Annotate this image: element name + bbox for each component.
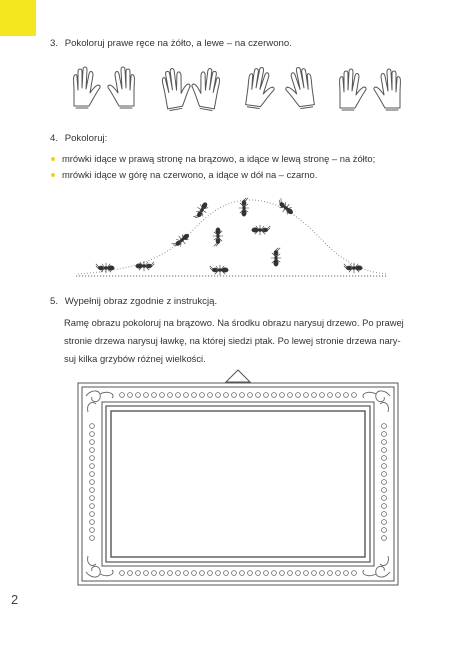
hand-icon (374, 69, 401, 110)
task-3-instruction: Pokoloruj prawe ręce na żółto, a lewe – na czerwono. (64, 38, 292, 49)
frame-bead (382, 424, 387, 429)
frame-bead (336, 393, 341, 398)
frame-bead (240, 571, 245, 576)
frame-bead (90, 424, 95, 429)
task-4-instruction: Pokoloruj: (64, 133, 108, 144)
ant-icon (252, 225, 270, 235)
frame-bead (224, 571, 229, 576)
frame-bead (90, 440, 95, 445)
frame-bead (208, 393, 213, 398)
frame-bead (160, 393, 165, 398)
task-4-heading (50, 133, 107, 144)
frame-bead (136, 571, 141, 576)
frame-bead (152, 571, 157, 576)
frame-bead (90, 512, 95, 517)
task-3-heading (50, 38, 292, 49)
frame-bead (352, 571, 357, 576)
frame-bead (184, 571, 189, 576)
frame-bead (382, 440, 387, 445)
ant-icon (193, 200, 211, 221)
frame-bead (280, 393, 285, 398)
frame-bead (128, 393, 133, 398)
frame-bead (264, 571, 269, 576)
frame-bead (382, 528, 387, 533)
task-5-paragraph (64, 314, 424, 368)
ant-icon (344, 263, 362, 273)
task-4-bullet-1 (51, 153, 375, 164)
task-5-line: stronie drzewa narysuj ławkę, na której siedzi ptak. Po lewej stronie drzewa nary- (64, 335, 401, 346)
frame-bead (200, 571, 205, 576)
frame-bead (382, 432, 387, 437)
frame-bead (304, 571, 309, 576)
frame-bead (144, 393, 149, 398)
hand-icon (74, 67, 101, 108)
ant-icon (171, 231, 191, 250)
task-3-number: 3. (50, 38, 59, 49)
ant-icon (271, 248, 281, 266)
frame-bead (120, 571, 125, 576)
hand-icon (160, 66, 193, 111)
task-5-number: 5. (50, 296, 59, 307)
frame-bead (312, 571, 317, 576)
frame-bead (152, 393, 157, 398)
task-5-instruction: Wypełnij obraz zgodnie z instrukcją. (64, 296, 218, 307)
frame-bead (176, 393, 181, 398)
frame-bead (312, 393, 317, 398)
frame-bead (90, 496, 95, 501)
frame-bead (216, 571, 221, 576)
frame-bead (184, 393, 189, 398)
frame-bead (296, 393, 301, 398)
task-4-bullet-2-text: mrówki idące w górę na czerwono, a idące w dół na – czarno. (62, 169, 318, 180)
frame-bead (168, 393, 173, 398)
frame-bead (90, 536, 95, 541)
frame-bead (272, 393, 277, 398)
frame-bead (382, 472, 387, 477)
frame-bead (240, 393, 245, 398)
frame-bead (264, 393, 269, 398)
frame-bead (382, 512, 387, 517)
frame-bead (382, 448, 387, 453)
frame-bead (200, 393, 205, 398)
task-4-bullet-1-text: mrówki idące w prawą stronę na brązowo, a idące w lewą stronę – na żółto; (62, 153, 376, 164)
frame-bead (208, 571, 213, 576)
frame-bead (288, 571, 293, 576)
frame-bead (256, 571, 261, 576)
frame-bead (90, 504, 95, 509)
frame-bead (232, 393, 237, 398)
picture-frame (76, 364, 400, 592)
frame-bead (328, 393, 333, 398)
ant-icon (136, 261, 154, 271)
frame-bead (382, 520, 387, 525)
hand-icon (188, 66, 221, 111)
frame-bead (328, 571, 333, 576)
frame-bead (304, 393, 309, 398)
frame-bead (90, 464, 95, 469)
frame-bead (90, 488, 95, 493)
frame-bead (216, 393, 221, 398)
frame-bead (296, 571, 301, 576)
frame-bead (382, 504, 387, 509)
frame-bead (336, 571, 341, 576)
task-5-line: Ramę obrazu pokoloruj na brązowo. Na środku obrazu narysuj drzewo. Po prawej (64, 317, 404, 328)
ant-icon (96, 263, 114, 273)
frame-bead (344, 393, 349, 398)
frame-bead (90, 456, 95, 461)
frame-ornaments (86, 391, 390, 577)
frame-bead (120, 393, 125, 398)
frame-bead (272, 571, 277, 576)
frame-bead (382, 496, 387, 501)
task-4-number: 4. (50, 133, 59, 144)
hand-icon (108, 67, 135, 108)
frame-bead (280, 571, 285, 576)
frame-bead (168, 571, 173, 576)
frame-bead (248, 393, 253, 398)
frame-bead (192, 393, 197, 398)
frame-bead (160, 571, 165, 576)
task-5-heading (50, 296, 217, 307)
frame-bead (382, 488, 387, 493)
frame-bead (136, 393, 141, 398)
frame-bead (382, 480, 387, 485)
ant-icon (275, 198, 295, 217)
hand-icon (340, 69, 367, 110)
frame-bead (256, 393, 261, 398)
frame-bead (382, 456, 387, 461)
frame-bead (128, 571, 133, 576)
frame-bead (288, 393, 293, 398)
hands-illustration (62, 58, 414, 124)
frame-bead (382, 464, 387, 469)
hanger-icon (226, 370, 250, 382)
task-4-bullet-2 (51, 169, 317, 180)
frame-bead (232, 571, 237, 576)
frame-bead (224, 393, 229, 398)
frame-bead (248, 571, 253, 576)
ant-icon (210, 265, 228, 275)
bullet-dot-icon (51, 173, 55, 177)
frame-bead (320, 393, 325, 398)
hand-icon (245, 66, 277, 110)
task-5-line: suj kilka grzybów różnej wielkości. (64, 353, 206, 364)
yellow-corner-tab (0, 0, 36, 36)
frame-bead (144, 571, 149, 576)
frame-bead (90, 528, 95, 533)
frame-bead (90, 520, 95, 525)
frame-bead (320, 571, 325, 576)
frame-bead (192, 571, 197, 576)
frame-bead (90, 480, 95, 485)
frame-bead (90, 448, 95, 453)
frame-bead (382, 536, 387, 541)
frame-bead (90, 432, 95, 437)
page-number: 2 (11, 592, 19, 607)
frame-bead (352, 393, 357, 398)
frame-bead (90, 472, 95, 477)
hand-icon (283, 66, 315, 110)
ant-icon (213, 228, 223, 246)
bullet-dot-icon (51, 157, 55, 161)
frame-bead (176, 571, 181, 576)
frame-bead (344, 571, 349, 576)
anthill-illustration (74, 190, 390, 282)
